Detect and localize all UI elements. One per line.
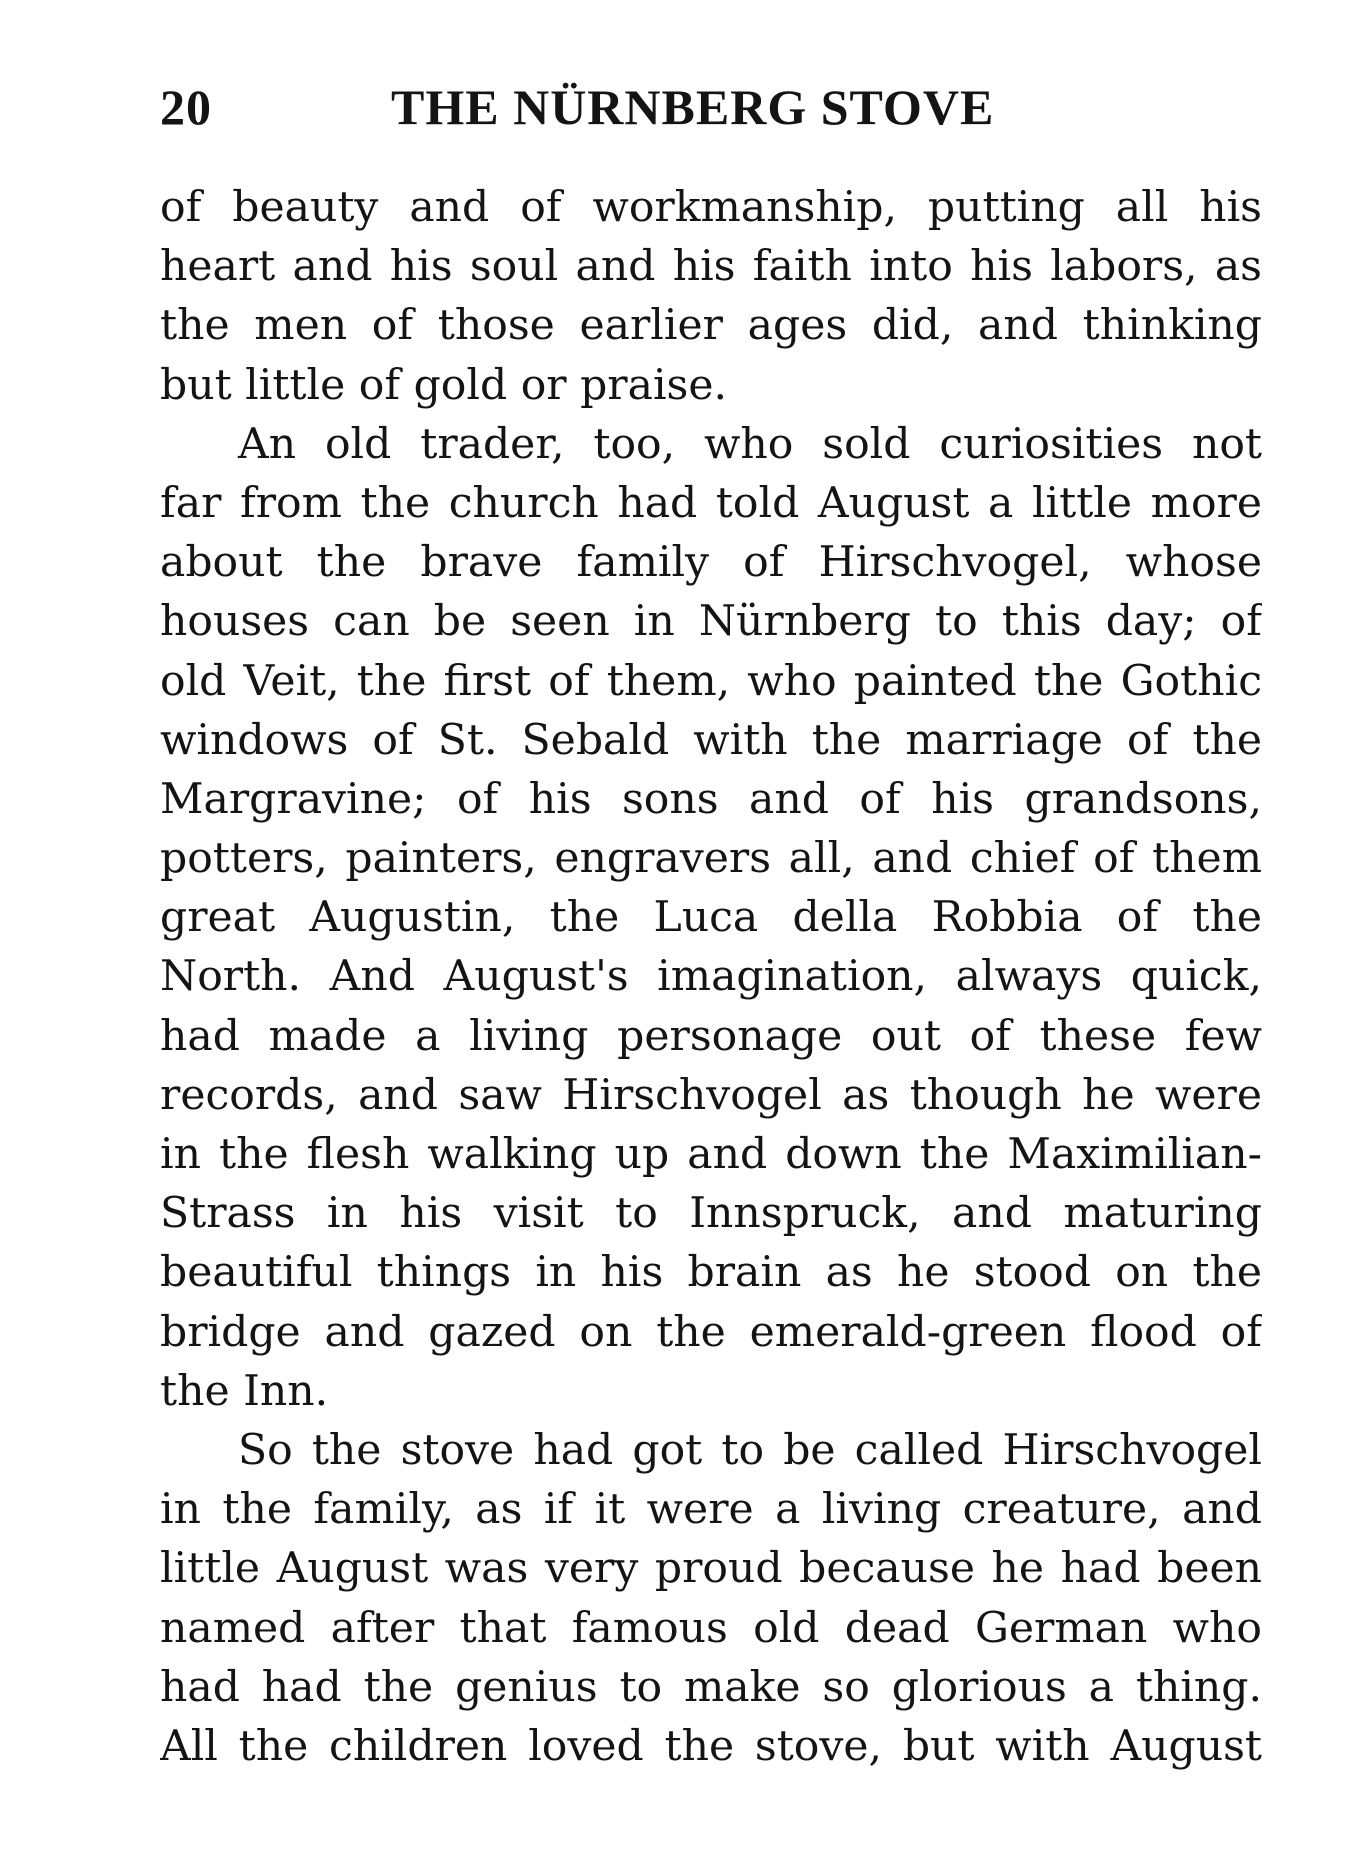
text-line: Strass in his visit to Innspruck, and maturing <box>160 1189 1262 1239</box>
text-line: far from the church had told August a little more <box>160 478 1262 528</box>
text-line: So the stove had got to be called Hirschvogel <box>238 1425 1262 1475</box>
running-title: THE NÜRNBERG STOVE <box>391 79 995 135</box>
text-line: old Veit, the first of them, who painted the Gothic <box>160 656 1262 706</box>
text-line: North. And August's imagination, always quick, <box>160 952 1262 1002</box>
text-line: named after that famous old dead German who <box>160 1603 1262 1653</box>
text-line: the men of those earlier ages did, and thinking <box>160 301 1262 351</box>
text-line: heart and his soul and his faith into his labors, as <box>160 242 1262 292</box>
text-line: beautiful things in his brain as he stood on the <box>160 1248 1262 1298</box>
text-line: had had the genius to make so glorious a thing. <box>160 1662 1262 1712</box>
text-line: windows of St. Sebald with the marriage of the <box>160 715 1262 765</box>
text-line: in the flesh walking up and down the Maximilian- <box>160 1130 1262 1179</box>
text-line: potters, painters, engravers all, and chief of them <box>160 834 1262 884</box>
text-line: Margravine; of his sons and of his grandsons, <box>160 774 1262 824</box>
text-line: of beauty and of workmanship, putting all his <box>160 183 1262 232</box>
text-line: little August was very proud because he had been <box>160 1544 1262 1594</box>
text-line: houses can be seen in Nürnberg to this day; of <box>160 597 1262 647</box>
page-number: 20 <box>160 79 212 135</box>
body-text <box>160 178 1262 1776</box>
text-line: about the brave family of Hirschvogel, whose <box>160 538 1262 588</box>
text-line: the Inn. <box>160 1366 329 1416</box>
text-line: records, and saw Hirschvogel as though he were <box>160 1070 1262 1120</box>
text-line: had made a living personage out of these few <box>160 1011 1262 1061</box>
text-line: in the family, as if it were a living creature, and <box>160 1485 1262 1535</box>
text-line: great Augustin, the Luca della Robbia of the <box>160 893 1262 943</box>
text-line: An old trader, too, who sold curiosities not <box>238 419 1262 469</box>
running-head <box>160 72 1260 142</box>
text-line: All the children loved the stove, but with August <box>160 1721 1262 1771</box>
text-line: bridge and gazed on the emerald-green flood of <box>160 1307 1262 1357</box>
text-line: but little of gold or praise. <box>160 360 728 410</box>
